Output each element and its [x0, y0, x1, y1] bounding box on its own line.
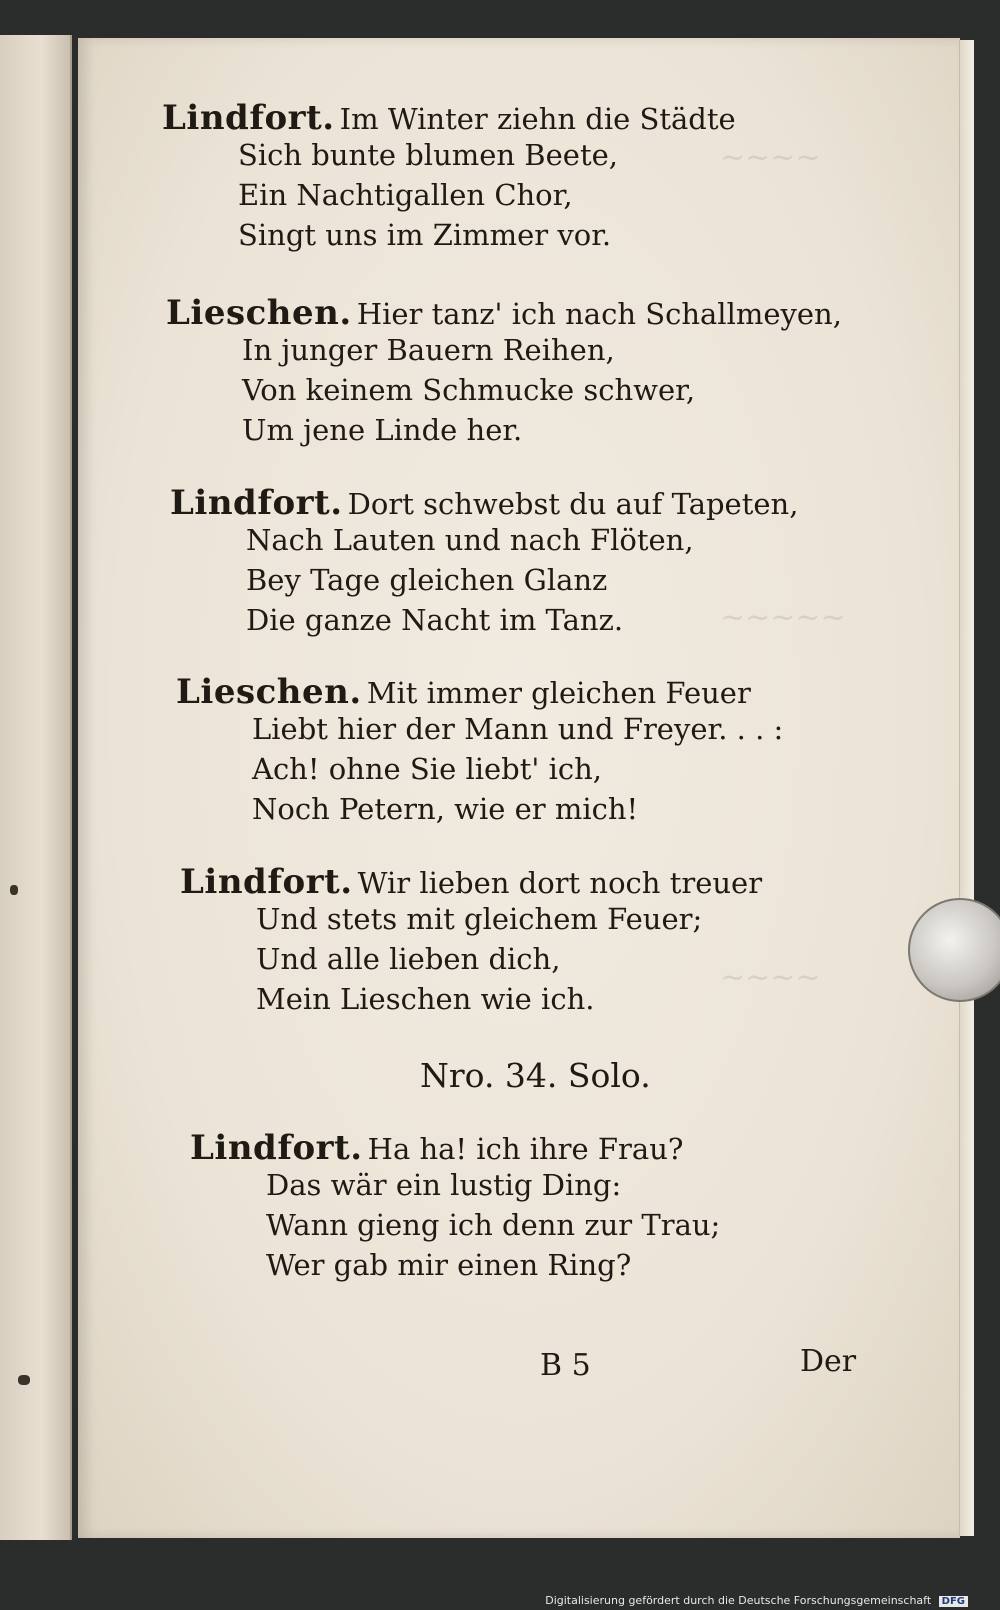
verse-line: Ein Nachtigallen Chor, [238, 178, 573, 212]
speaker-name: Lieschen. [166, 293, 352, 333]
stanza [180, 862, 763, 1016]
verse-line: Wann gieng ich denn zur Trau; [266, 1208, 721, 1242]
verse-line: Ach! ohne Sie liebt' ich, [252, 752, 602, 786]
speaker-name: Lindfort. [180, 862, 353, 902]
dfg-logo: DFG [939, 1596, 968, 1607]
show-through-text: ~~~~~ [720, 600, 846, 635]
show-through-text: ~~~~ [720, 960, 821, 995]
stanza [176, 672, 784, 826]
verse-line: Mit immer gleichen Feuer [366, 676, 751, 710]
verse-line: Um jene Linde her. [242, 413, 523, 447]
verse-line: Im Winter ziehn die Städte [339, 102, 736, 136]
verse-line: Von keinem Schmucke schwer, [242, 373, 696, 407]
verse-line: Wir lieben dort noch treuer [357, 866, 763, 900]
verse-line: Noch Petern, wie er mich! [252, 792, 639, 826]
solo-stanza [190, 1128, 721, 1282]
speaker-name: Lindfort. [162, 98, 335, 138]
speaker-name: Lindfort. [170, 483, 343, 523]
page-stack-edge [959, 40, 974, 1536]
verse-line: Hier tanz' ich nach Schallmeyen, [356, 297, 842, 331]
stanza [162, 98, 736, 252]
verse-line: Und alle lieben dich, [256, 942, 561, 976]
section-heading: Nro. 34. Solo. [420, 1056, 651, 1095]
catchword: Der [800, 1344, 857, 1379]
verse-line: Dort schwebst du auf Tapeten, [347, 487, 799, 521]
verse-line: Liebt hier der Mann und Freyer. . . : [252, 712, 784, 746]
verse-line: Mein Lieschen wie ich. [256, 982, 595, 1016]
verse-line: Nach Lauten und nach Flöten, [246, 523, 694, 557]
verse-line: Und stets mit gleichem Feuer; [256, 902, 703, 936]
credit-text: Digitalisierung gefördert durch die Deutsche Forschungsgemeinschaft [545, 1594, 932, 1607]
verse-line: Das wär ein lustig Ding: [266, 1168, 622, 1202]
verse-line: Wer gab mir einen Ring? [266, 1248, 632, 1282]
signature-mark: B 5 [540, 1348, 591, 1383]
stanza [166, 293, 842, 447]
ink-mark [10, 885, 18, 895]
verse-line: Sich bunte blumen Beete, [238, 138, 618, 172]
speaker-name: Lindfort. [190, 1128, 363, 1168]
verse-line: Singt uns im Zimmer vor. [238, 218, 612, 252]
verse-line: In junger Bauern Reihen, [242, 333, 615, 367]
show-through-text: ~~~~ [720, 140, 821, 175]
verse-line: Die ganze Nacht im Tanz. [246, 603, 624, 637]
ink-mark [18, 1375, 30, 1385]
digitization-credit [545, 1594, 968, 1607]
left-page-edge [0, 35, 72, 1540]
verse-line: Ha ha! ich ihre Frau? [367, 1132, 684, 1166]
stanza [170, 483, 799, 637]
book-page [78, 38, 960, 1538]
speaker-name: Lieschen. [176, 672, 362, 712]
verse-line: Bey Tage gleichen Glanz [246, 563, 608, 597]
